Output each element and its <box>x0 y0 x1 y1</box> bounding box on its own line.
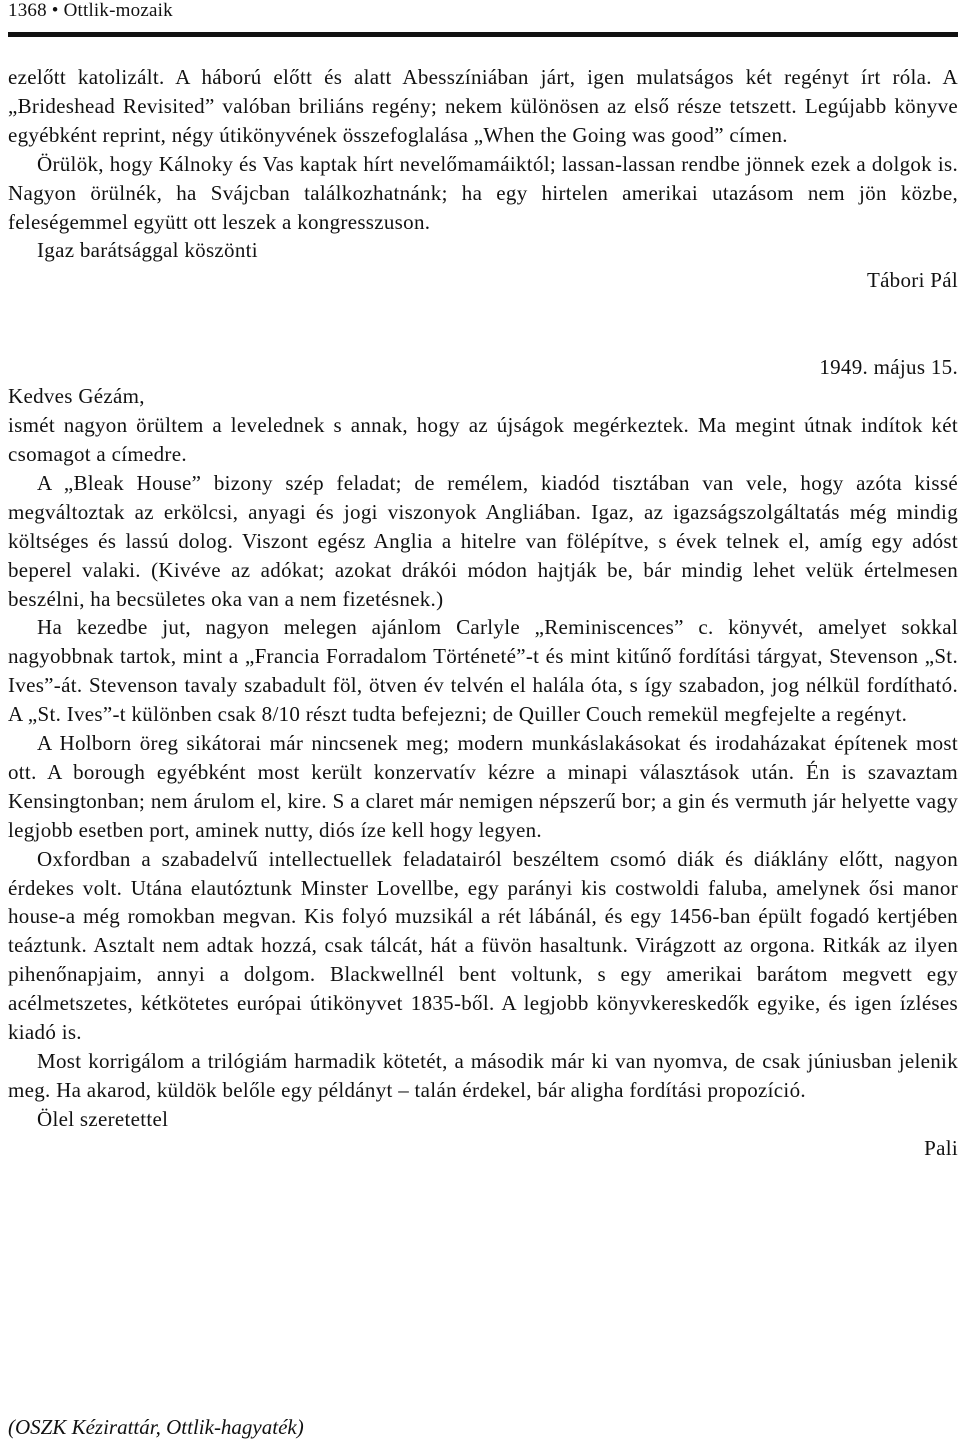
letter2-date: 1949. május 15. <box>819 355 958 380</box>
letter2-paragraph-3: Ha kezedbe jut, nagyon melegen ajánlom Carlyle „Reminiscences” c. könyvét, amelyet sokkal nagyobbnak tartok, mint a „Francia Forradalom Történeté”-t és mint kitűnő fordítási tárgyat, Stevenson „St. Ives”-át. Stevenson tavaly szabadult föl, ötven év telvén el halála óta, s így szabadon, jog nélkül fordítható. A „St. Ives”-t különben csak 8/10 részt tudta befejezni; de Quiller Couch remekül megfejelte a regényt. <box>8 615 958 727</box>
book-title: Ottlik-mozaik <box>63 0 173 21</box>
header-rule <box>8 32 958 37</box>
letter2-paragraph-6: Most korrigálom a trilógiám harmadik kötetét, a második már ki van nyomva, de csak júniusban jelenik meg. Ha akarod, küldök belőle egy példányt – talán érdekel, bár aligha fordítási propozíció. <box>8 1049 958 1102</box>
letter1-closing: Igaz barátsággal köszönti <box>37 238 258 263</box>
page-body <box>8 63 958 1163</box>
header-separator: • <box>51 0 59 21</box>
letter2-paragraph-1: ismét nagyon örültem a levelednek s annak, hogy az újságok megérkeztek. Ma megint útnak indítok két csomagot a címedre. <box>8 413 958 466</box>
source-note: (OSZK Kézirattár, Ottlik-hagyaték) <box>8 1415 304 1439</box>
letter2-closing: Ölel szeretettel <box>37 1106 169 1131</box>
letter1-paragraph-2: Örülök, hogy Kálnoky és Vas kaptak hírt nevelőmamáiktól; lassan-lassan rendbe jönnek ezek a dolgok is. Nagyon örülnék, ha Svájcban találkozhatnánk; ha egy hirtelen amerikai utazásom nem jön közbe, feleségemmel együtt ott leszek a kongresszuson. <box>8 151 958 234</box>
letter2-signature: Pali <box>924 1135 958 1160</box>
page-number: 1368 <box>8 0 47 21</box>
letter2-paragraph-2: A „Bleak House” bizony szép feladat; de remélem, kiadód tisztában van vele, hogy azóta kissé megváltoztak az erkölcsi, anyagi és jogi viszonyok Angliában. Igaz, az igazságszolgáltatás még mindig költséges és lassú dolog. Viszont egész Anglia a hitelre van fölépítve, s évek telnek el, amíg egy adóst beperel valaki. (Kivéve az adókat; azokat drákói módon hajtják be, bár mindig lehet velük értelmesen beszélni, ha becsületes oka van a nem fizetésnek.) <box>8 470 958 611</box>
running-header <box>8 0 173 22</box>
letter2-salutation: Kedves Gézám, <box>8 384 145 409</box>
letter1-paragraph-1: ezelőtt katolizált. A háború előtt és alatt Abesszíniában járt, igen mulatságos két regényt írt róla. A „Brideshead Revisited” valóban briliáns regény; nekem különösen az első része tetszett. Legújabb könyve egyébként reprint, négy útikönyvének összefoglalása „When the Going was good” címen. <box>8 65 958 147</box>
letter2-paragraph-4: A Holborn öreg sikátorai már nincsenek meg; modern munkáslakásokat és irodaházakat építenek most ott. A borough egyébként most került konzervatív kézre a minapi választások után. Én is szavaztam Kensingtonban; nem árulom el, kire. S a claret már nemigen népszerű bor; a gin és vermuth jár helyette vagy legjobb esetben port, aminek nutty, diós íze kell hogy legyen. <box>8 731 958 842</box>
letter1-signature: Tábori Pál <box>866 268 958 293</box>
letter2-paragraph-5: Oxfordban a szabadelvű intellectuellek feladatairól beszéltem csomó diák és diáklány előtt, nagyon érdekes volt. Utána elautóztunk Minster Lovellbe, egy parányi kis costwoldi faluba, amelynek ősi manor house-a még romokban megvan. Kis folyó muzsikál a rét lábánál, és egy 1456-ban épült fogadó kertjében teáztunk. Asztalt nem adtak hozzá, csak tálcát, hát a füvön hasaltunk. Virágzott az orgona. Ritkák az ilyen pihenőnapjaim, annyi a dolgom. Blackwellnél bent voltunk, s egy amerikai barátom megvett egy acélmetszetes, kétkötetes európai útikönyvet 1835-ből. A legjobb könyvkereskedők egyike, és igen ízléses kiadó is. <box>8 846 958 1045</box>
